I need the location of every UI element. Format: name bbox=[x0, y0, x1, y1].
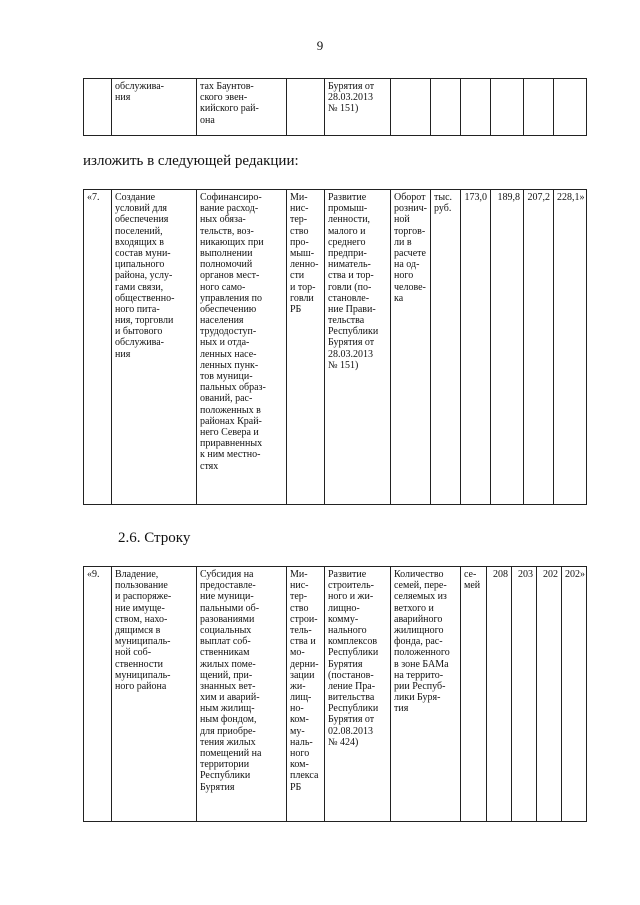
cell-program: Развитие промыш- ленности, малого и среднего предпри- ниматель- ства и тор- говли (по- становле- ние Прави- тельства Республики Бурятия от 28.03.2013 № 151) bbox=[325, 190, 391, 505]
cell-description: тах Баунтов- ского эвен- кийского рай- она bbox=[197, 79, 287, 136]
cell-indicator: Количество семей, пере- селяемых из ветхого и аварийного жилищного фонда, рас- положенного в зоне БАМа на террито- рии Респуб- лики Буря- тия bbox=[391, 567, 461, 822]
cell-value bbox=[554, 79, 587, 136]
cell-authority: Владение, пользование и распоряже- ние имуще- ством, нахо- дящимся в муниципаль- ной соб- ственности муниципаль- ного района bbox=[112, 567, 197, 822]
cell-unit bbox=[431, 79, 461, 136]
cell-ministry: Ми- нис- тер- ство строи- тель- ства и мо- дерни- зации жи- лищ- но- ком- му- наль- ного ком- плекса РБ bbox=[287, 567, 325, 822]
cell-authority: обслужива- ния bbox=[112, 79, 197, 136]
cell-number bbox=[84, 79, 112, 136]
cell-value bbox=[491, 79, 524, 136]
cell-value: 203 bbox=[512, 567, 537, 822]
cell-value: 202» bbox=[562, 567, 587, 822]
cell-authority: Создание условий для обеспечения поселений, входящих в состав муни- ципального района, услу- гами связи, общественно- ного пита- ния, торговли и бытового обслужива- ния bbox=[112, 190, 197, 505]
table-row-9 bbox=[83, 566, 587, 822]
cell-indicator bbox=[391, 79, 431, 136]
cell-ministry bbox=[287, 79, 325, 136]
cell-unit: се- мей bbox=[461, 567, 487, 822]
cell-value bbox=[461, 79, 491, 136]
cell-program: Развитие строитель- ного и жи- лищно- комму- нального комплексов Республики Бурятия (постанов- ление Пра- вительства Республики Бурятия от 02.08.2013 № 424) bbox=[325, 567, 391, 822]
caption-new-edition: изложить в следующей редакции: bbox=[83, 153, 299, 169]
cell-value: 202 bbox=[537, 567, 562, 822]
cell-number: «7. bbox=[84, 190, 112, 505]
cell-ministry: Ми- нис- тер- ство про- мыш- ленно- сти и тор- говли РБ bbox=[287, 190, 325, 505]
table-row bbox=[84, 567, 587, 822]
cell-description: Субсидия на предоставле- ние муници- пальными об- разованиями социальных выплат соб- ственникам жилых поме- щений, при- знанных вет- хим и аварий- ным жилищ- ным фондом, для приобре- тения жилых помещений на территории Республики Бурятия bbox=[197, 567, 287, 822]
table-row bbox=[84, 190, 587, 505]
cell-value: 208 bbox=[487, 567, 512, 822]
cell-description: Софинансиро- вание расход- ных обяза- тельств, воз- никающих при выполнении полномочий органов мест- ного само- управления по обеспечению населения трудодоступ- ных и отда- ленных насе- ленных пунк- тов муници- пальных образ- ований, рас- положенных в районах Край- него Севера и приравненных к ним местно- стях bbox=[197, 190, 287, 505]
page-number: 9 bbox=[316, 38, 324, 53]
cell-number: «9. bbox=[84, 567, 112, 822]
cell-value: 189,8 bbox=[491, 190, 524, 505]
cell-value bbox=[524, 79, 554, 136]
cell-indicator: Оборот рознич- ной торгов- ли в расчете на од- ного челове- ка bbox=[391, 190, 431, 505]
table-previous-row bbox=[83, 78, 587, 136]
table-row-7 bbox=[83, 189, 587, 505]
cell-program: Бурятия от 28.03.2013 № 151) bbox=[325, 79, 391, 136]
cell-unit: тыс. руб. bbox=[431, 190, 461, 505]
cell-value: 228,1» bbox=[554, 190, 587, 505]
table-row bbox=[84, 79, 587, 136]
cell-value: 207,2 bbox=[524, 190, 554, 505]
cell-value: 173,0 bbox=[461, 190, 491, 505]
caption-row-heading: 2.6. Строку bbox=[118, 530, 191, 546]
